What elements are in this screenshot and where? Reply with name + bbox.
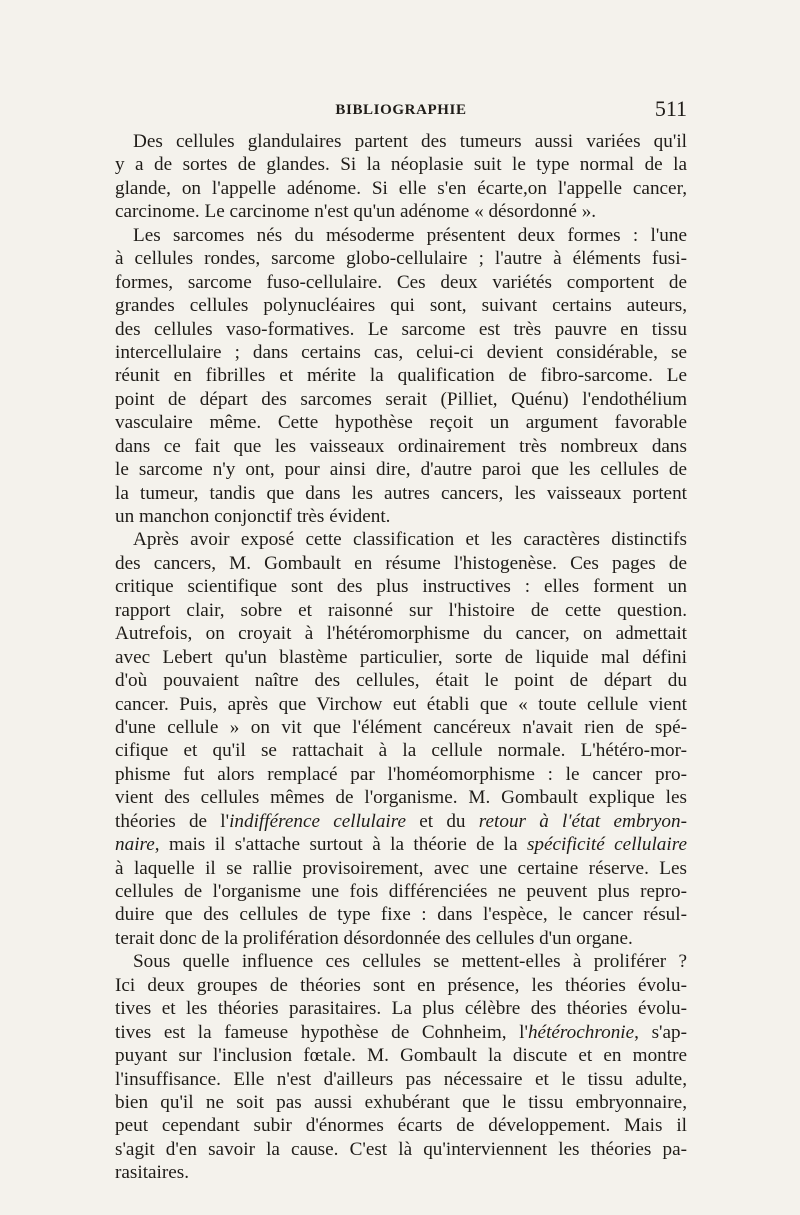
text-line: [115, 786, 687, 809]
text-segment: tives et les théories parasitaires. La plus célèbre des théories évolu-: [115, 998, 687, 1020]
page-header: [115, 96, 687, 126]
paragraph: [115, 224, 687, 529]
text-line: [115, 1161, 687, 1184]
text-segment: cifique et qu'il se rattachait à la cellule normale. L'hétéro-mor-: [115, 740, 687, 762]
text-segment: des cancers, M. Gombault en résume l'histogenèse. Ces pages de: [115, 552, 687, 574]
italic-text: naire: [115, 834, 155, 856]
text-segment: et du: [406, 810, 479, 832]
text-segment: Ici deux groupes de théories sont en présence, les théories évolu-: [115, 974, 687, 996]
text-segment: à cellules rondes, sarcome globo-cellulaire ; l'autre à éléments fusi-: [115, 248, 687, 270]
body-text: [115, 130, 687, 1185]
text-segment: Les sarcomes nés du mésoderme présentent deux formes : l'une: [133, 224, 687, 246]
text-segment: rapport clair, sobre et raisonné sur l'histoire de cette question.: [115, 599, 687, 621]
paragraph: [115, 130, 687, 224]
text-line: [115, 716, 687, 739]
text-segment: Sous quelle influence ces cellules se mettent-elles à proliférer ?: [133, 951, 687, 973]
text-line: [115, 833, 687, 856]
text-segment: point de départ des sarcomes serait (Pilliet, Quénu) l'endothélium: [115, 388, 687, 410]
text-segment: carcinome. Le carcinome n'est qu'un adénome « désordonné ».: [115, 201, 597, 223]
text-line: [115, 857, 687, 880]
text-line: [115, 1044, 687, 1067]
text-line: [115, 1091, 687, 1114]
text-line: [115, 482, 687, 505]
text-line: [115, 669, 687, 692]
text-segment: des cellules vaso-formatives. Le sarcome est très pauvre en tissu: [115, 318, 687, 340]
text-line: [115, 1114, 687, 1137]
text-line: [115, 693, 687, 716]
text-line: [115, 1068, 687, 1091]
text-line: [115, 294, 687, 317]
text-line: [115, 599, 687, 622]
page-number: 511: [654, 96, 687, 121]
text-segment: phisme fut alors remplacé par l'homéomorphisme : le cancer pro-: [115, 763, 687, 785]
text-segment: s'agit d'en savoir la cause. C'est là qu'interviennent les théories pa-: [115, 1138, 687, 1160]
text-line: [115, 974, 687, 997]
text-line: [115, 177, 687, 200]
text-line: [115, 927, 687, 950]
text-segment: duire que des cellules de type fixe : dans l'espèce, le cancer résul-: [115, 904, 687, 926]
text-segment: dans ce fait que les vaisseaux ordinairement très nombreux dans: [115, 435, 687, 457]
text-line: [115, 130, 687, 153]
text-line: [115, 247, 687, 270]
text-line: [115, 950, 687, 973]
text-segment: le sarcome n'y ont, pour ainsi dire, d'autre paroi que les cellules de: [115, 459, 687, 481]
text-line: [115, 810, 687, 833]
text-segment: , mais il s'attache surtout à la théorie de la: [154, 834, 527, 856]
text-line: [115, 528, 687, 551]
text-segment: un manchon conjonctif très évident.: [115, 506, 391, 527]
running-title: BIBLIOGRAPHIE: [335, 102, 467, 118]
text-segment: peut cependant subir d'énormes écarts de développement. Mais il: [115, 1115, 687, 1137]
text-line: [115, 1138, 687, 1161]
text-segment: cellules de l'organisme une fois différenciées ne peuvent plus repro-: [115, 881, 687, 902]
text-segment: d'une cellule » on vit que l'élément cancéreux n'avait rien de spé-: [115, 716, 687, 738]
text-line: [115, 646, 687, 669]
text-segment: l'insuffisance. Elle n'est d'ailleurs pas nécessaire et le tissu adulte,: [115, 1068, 687, 1090]
text-line: [115, 505, 687, 528]
text-line: [115, 364, 687, 387]
text-line: [115, 153, 687, 176]
text-segment: tives est la fameuse hypothèse de Cohnheim, l': [115, 1021, 528, 1043]
text-segment: avec Lebert qu'un blastème particulier, sorte de liquide mal défini: [115, 646, 687, 668]
text-segment: réunit en fibrilles et mérite la qualification de fibro-sarcome. Le: [115, 365, 687, 387]
text-line: [115, 997, 687, 1020]
text-line: [115, 341, 687, 364]
text-segment: grandes cellules polynucléaires qui sont, suivant certains auteurs,: [115, 295, 687, 317]
text-segment: critique scientifique sont des plus instructives : elles forment un: [115, 576, 687, 598]
text-segment: d'où pouvaient naître des cellules, était le point de départ du: [115, 670, 687, 692]
text-line: [115, 903, 687, 926]
text-line: [115, 411, 687, 434]
text-line: [115, 739, 687, 762]
text-line: [115, 458, 687, 481]
text-segment: cancer. Puis, après que Virchow eut établi que « toute cellule vient: [115, 693, 687, 715]
italic-text: spécificité cellulaire: [526, 834, 687, 856]
paragraph: [115, 950, 687, 1184]
text-line: [115, 552, 687, 575]
text-segment: terait donc de la prolifération désordonnée des cellules d'un organe.: [115, 927, 633, 949]
text-segment: la tumeur, tandis que dans les autres cancers, les vaisseaux portent: [115, 482, 687, 504]
italic-text: retour à l'état embryon-: [478, 810, 687, 832]
text-segment: puyant sur l'inclusion fœtale. M. Gombault la discute et en montre: [115, 1045, 687, 1067]
text-line: [115, 1021, 687, 1044]
text-segment: vasculaire même. Cette hypothèse reçoit un argument favorable: [115, 412, 687, 434]
text-segment: glande, on l'appelle adénome. Si elle s'en écarte,on l'appelle cancer,: [115, 177, 687, 199]
text-line: [115, 880, 687, 903]
text-segment: , s'ap-: [634, 1021, 687, 1043]
text-segment: Des cellules glandulaires partent des tumeurs aussi variées qu'il: [133, 131, 687, 152]
text-segment: rasitaires.: [115, 1162, 190, 1184]
text-segment: Autrefois, on croyait à l'hétéromorphisme du cancer, on admettait: [115, 623, 687, 645]
text-segment: bien qu'il ne soit pas aussi exhubérant que le tissu embryonnaire,: [115, 1091, 687, 1113]
text-line: [115, 318, 687, 341]
paragraph: [115, 528, 687, 950]
text-segment: Après avoir exposé cette classification et les caractères distinctifs: [133, 529, 687, 551]
text-line: [115, 271, 687, 294]
italic-text: indifférence cellulaire: [229, 810, 407, 832]
text-line: [115, 388, 687, 411]
text-line: [115, 763, 687, 786]
text-segment: vient des cellules mêmes de l'organisme. M. Gombault explique les: [115, 787, 687, 809]
text-line: [115, 622, 687, 645]
text-segment: théories de l': [115, 810, 230, 832]
text-segment: à laquelle il se rallie provisoirement, avec une certaine réserve. Les: [115, 857, 687, 879]
text-line: [115, 224, 687, 247]
text-line: [115, 575, 687, 598]
italic-text: hétérochronie: [527, 1021, 635, 1043]
text-segment: y a de sortes de glandes. Si la néoplasie suit le type normal de la: [115, 154, 687, 176]
text-segment: formes, sarcome fuso-cellulaire. Ces deux variétés comportent de: [115, 271, 687, 293]
text-line: [115, 200, 687, 223]
text-line: [115, 435, 687, 458]
text-segment: intercellulaire ; dans certains cas, celui-ci devient considérable, se: [115, 341, 687, 363]
